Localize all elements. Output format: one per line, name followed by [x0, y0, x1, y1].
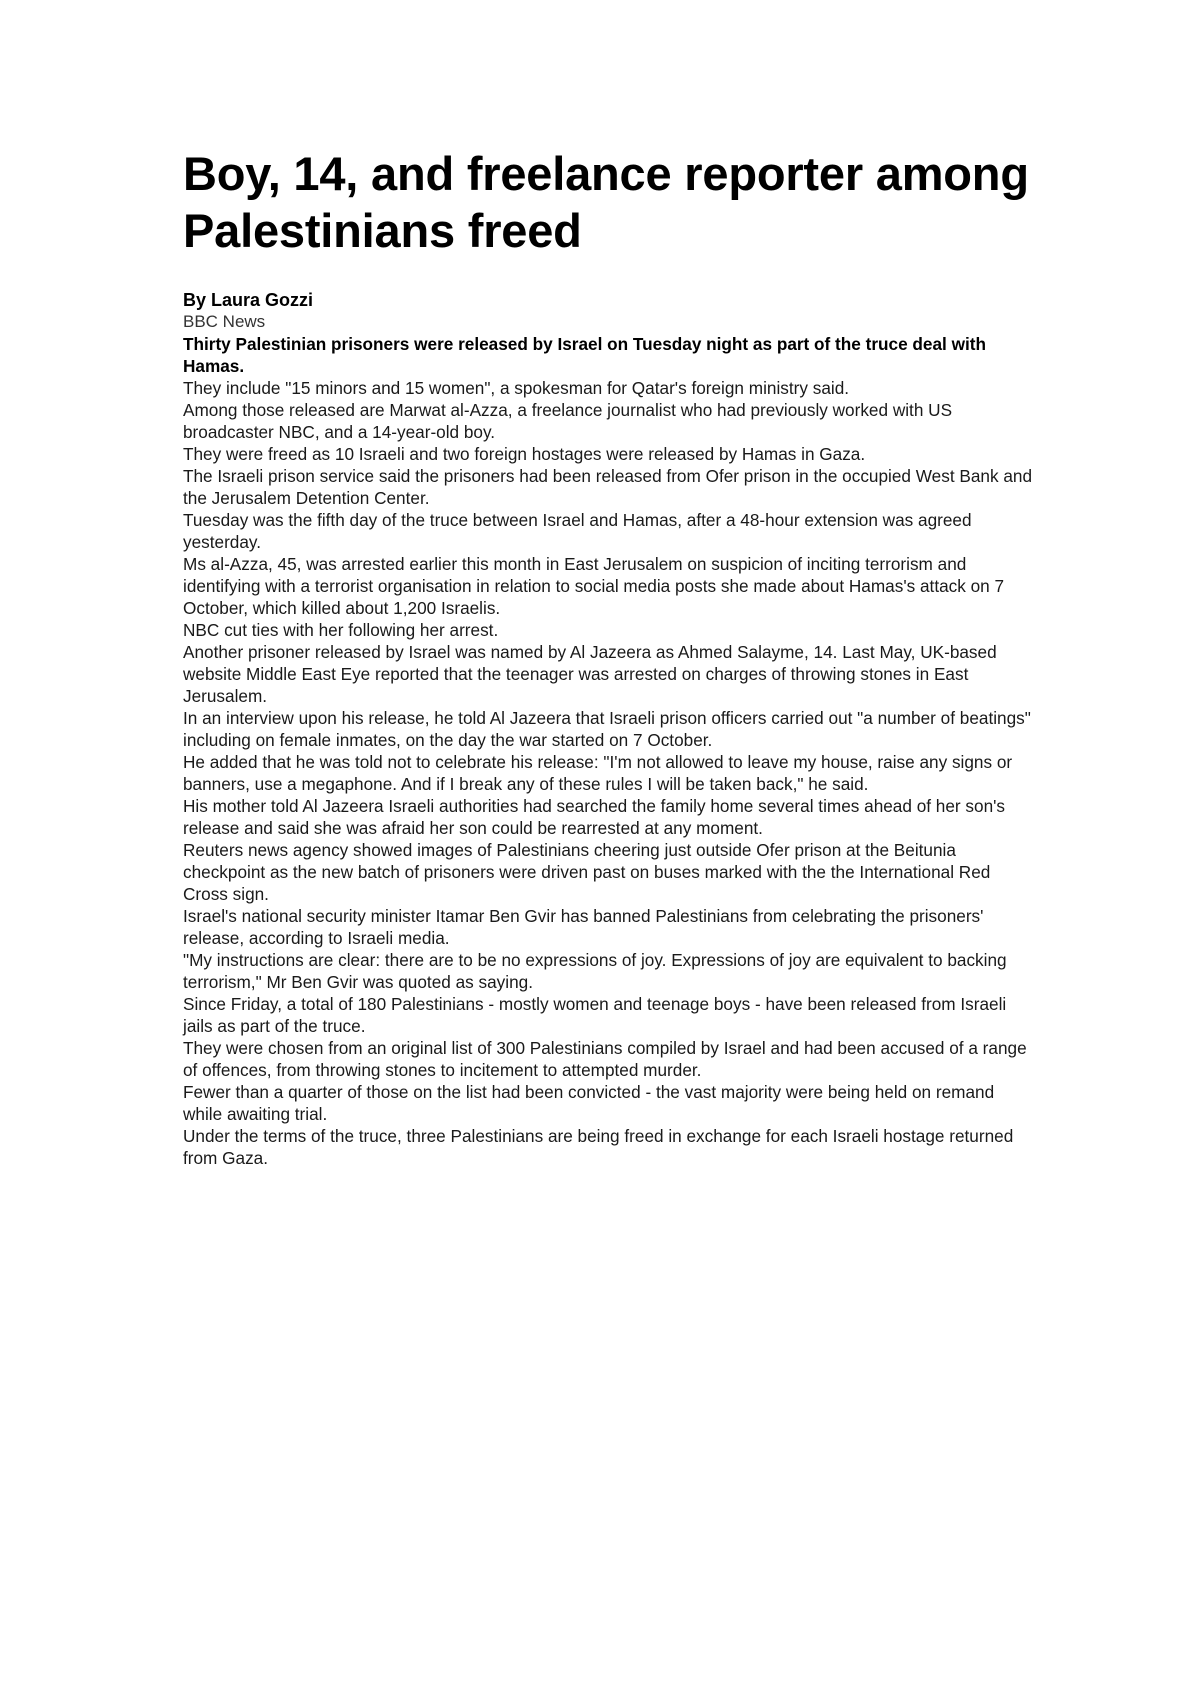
article-headline: Boy, 14, and freelance reporter among Palestinians freed — [183, 147, 1029, 257]
article-body — [183, 377, 1033, 1169]
body-paragraph: Since Friday, a total of 180 Palestinians - mostly women and teenage boys - have been released from Israeli jails as part of the truce. — [183, 994, 1007, 1036]
body-paragraph: Ms al-Azza, 45, was arrested earlier this month in East Jerusalem on suspicion of inciting terrorism and identifying with a terrorist organisation in relation to social media posts she made about Hamas's attack on 7 October, which killed about 1,200 Israelis. — [183, 554, 1005, 618]
article-lede: Thirty Palestinian prisoners were released by Israel on Tuesday night as part of the truce deal with Hamas. — [183, 334, 986, 376]
byline-block — [183, 289, 1033, 333]
body-paragraph: In an interview upon his release, he told Al Jazeera that Israeli prison officers carried out "a number of beatings" including on female inmates, on the day the war started on 7 October. — [183, 708, 1031, 750]
body-paragraph: They were freed as 10 Israeli and two foreign hostages were released by Hamas in Gaza. — [183, 444, 866, 464]
news-source: BBC News — [183, 312, 266, 331]
body-paragraph: His mother told Al Jazeera Israeli authorities had searched the family home several times ahead of her son's release and said she was afraid her son could be rearrested at any moment. — [183, 796, 1006, 838]
body-paragraph: He added that he was told not to celebrate his release: "I'm not allowed to leave my house, raise any signs or banners, use a megaphone. And if I break any of these rules I will be taken back," he said. — [183, 752, 1013, 794]
body-paragraph: Under the terms of the truce, three Palestinians are being freed in exchange for each Israeli hostage returned from Gaza. — [183, 1126, 1014, 1168]
body-paragraph: They were chosen from an original list of 300 Palestinians compiled by Israel and had been accused of a range of offences, from throwing stones to incitement to attempted murder. — [183, 1038, 1027, 1080]
article — [183, 145, 1033, 1169]
body-paragraph: Another prisoner released by Israel was named by Al Jazeera as Ahmed Salayme, 14. Last May, UK-based website Middle East Eye reported that the teenager was arrested on charges of throwing stones in East Jerusalem. — [183, 642, 997, 706]
body-paragraph: They include "15 minors and 15 women", a spokesman for Qatar's foreign ministry said. — [183, 378, 850, 398]
author-byline: By Laura Gozzi — [183, 290, 314, 310]
body-paragraph: "My instructions are clear: there are to be no expressions of joy. Expressions of joy are equivalent to backing terrorism," Mr Ben Gvir was quoted as saying. — [183, 950, 1007, 992]
body-paragraph: Among those released are Marwat al-Azza, a freelance journalist who had previously worked with US broadcaster NBC, and a 14-year-old boy. — [183, 400, 953, 442]
body-paragraph: Fewer than a quarter of those on the list had been convicted - the vast majority were being held on remand while awaiting trial. — [183, 1082, 995, 1124]
body-paragraph: The Israeli prison service said the prisoners had been released from Ofer prison in the occupied West Bank and the Jerusalem Detention Center. — [183, 466, 1033, 508]
body-paragraph: NBC cut ties with her following her arrest. — [183, 620, 499, 640]
body-paragraph: Reuters news agency showed images of Palestinians cheering just outside Ofer prison at the Beitunia checkpoint as the new batch of prisoners were driven past on buses marked with the the International Red Cross sign. — [183, 840, 991, 904]
body-paragraph: Israel's national security minister Itamar Ben Gvir has banned Palestinians from celebrating the prisoners' release, according to Israeli media. — [183, 906, 984, 948]
body-paragraph: Tuesday was the fifth day of the truce between Israel and Hamas, after a 48-hour extension was agreed yesterday. — [183, 510, 972, 552]
